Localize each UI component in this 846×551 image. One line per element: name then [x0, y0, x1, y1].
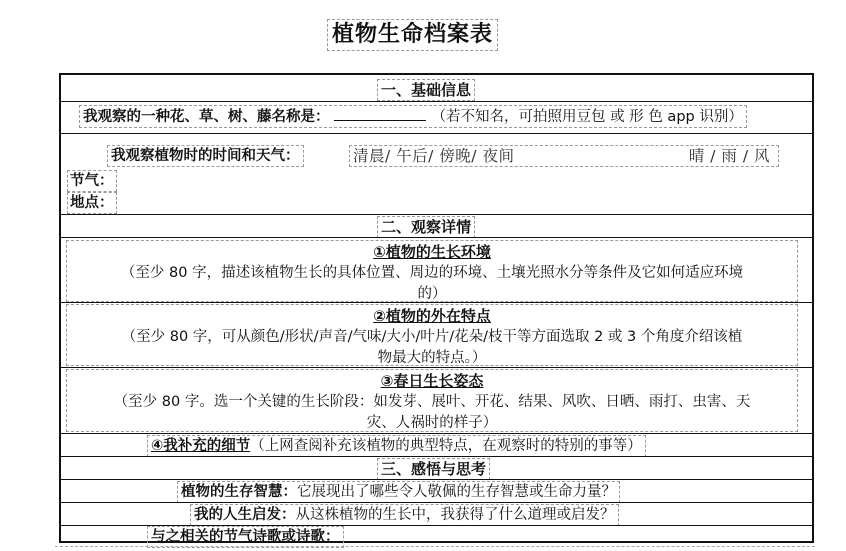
- section-basic-info-header: 一、基础信息: [377, 79, 475, 101]
- life-insight-label: 我的人生启发：: [194, 507, 296, 523]
- plant-name-label: 我观察的一种花、草、树、藤名称是：: [83, 109, 330, 125]
- spring-growth-hint-1: （至少 80 字。选一个关键的生长阶段：如发芽、展叶、开花、结果、风吹、日晒、雨打、虫害、天: [113, 394, 751, 410]
- divider: [61, 302, 812, 303]
- divider: [61, 433, 812, 434]
- life-insight-row: [190, 504, 619, 526]
- survival-wisdom-prompt: 它展现出了哪些令人敬佩的生存智慧或生命力量？: [297, 484, 616, 500]
- time-weather-options: [349, 145, 779, 167]
- spring-growth-hint-2: 灾、人祸时的样子）: [366, 415, 498, 431]
- observation-time-label: 我观察植物时的时间和天气：: [111, 148, 300, 164]
- growth-environment-hint-1: （至少 80 字，描述该植物生长的具体位置、周边的环境、土壤光照水分等条件及它如何适应环境: [120, 265, 744, 281]
- section-observation-header: 二、观察详情: [377, 216, 475, 238]
- time-options[interactable]: 清晨/ 午后/ 傍晚/ 夜间: [353, 147, 515, 165]
- extra-details-row: [147, 435, 646, 457]
- spring-growth-heading: ③春日生长姿态: [380, 372, 484, 390]
- divider: [61, 479, 812, 480]
- weather-options[interactable]: 晴 / 雨 / 风: [688, 147, 770, 165]
- extra-details-hint: （上网查阅补充该植物的典型特点，在观察时的特别的事等）: [250, 438, 642, 454]
- divider: [61, 456, 812, 457]
- divider: [61, 214, 812, 215]
- external-features-box: [66, 304, 798, 366]
- plant-record-form: [59, 73, 814, 543]
- place-label: 地点：: [67, 192, 117, 214]
- page-title: 植物生命档案表: [327, 19, 498, 51]
- related-poem-label: 与之相关的节气诗歌或诗歌：: [147, 526, 344, 548]
- divider: [61, 367, 812, 368]
- growth-environment-heading: ①植物的生长环境: [373, 243, 491, 261]
- section-reflection-header: 三、感悟与思考: [377, 458, 490, 480]
- bottom-dashed-edge: [55, 546, 815, 547]
- external-features-hint-2: 物最大的特点。）: [377, 350, 487, 366]
- divider: [61, 237, 812, 238]
- survival-wisdom-label: 植物的生存智慧：: [181, 484, 297, 500]
- solar-term-label: 节气：: [67, 170, 117, 192]
- observation-time-label-box: [107, 145, 304, 167]
- survival-wisdom-row: [177, 481, 620, 503]
- spring-growth-box: [66, 369, 798, 432]
- growth-environment-box: [66, 240, 798, 302]
- external-features-heading: ②植物的外在特点: [373, 307, 491, 325]
- plant-name-row: [79, 105, 747, 128]
- divider: [61, 133, 812, 134]
- plant-name-field[interactable]: [334, 106, 426, 121]
- life-insight-prompt: 从这株植物的生长中，我获得了什么道理或启发？: [295, 507, 615, 523]
- divider: [61, 502, 812, 503]
- divider: [61, 101, 812, 102]
- plant-name-hint: （若不知名，可拍照用豆包 或 形 色 app 识别）: [431, 109, 743, 125]
- extra-details-heading: ④我补充的细节: [151, 438, 251, 454]
- growth-environment-hint-2: 的）: [417, 286, 447, 302]
- external-features-hint-1: （至少 80 字，可从颜色/形状/声音/气味/大小/叶片/花朵/枝干等方面选取 2 或 3 个角度介绍该植: [121, 329, 743, 345]
